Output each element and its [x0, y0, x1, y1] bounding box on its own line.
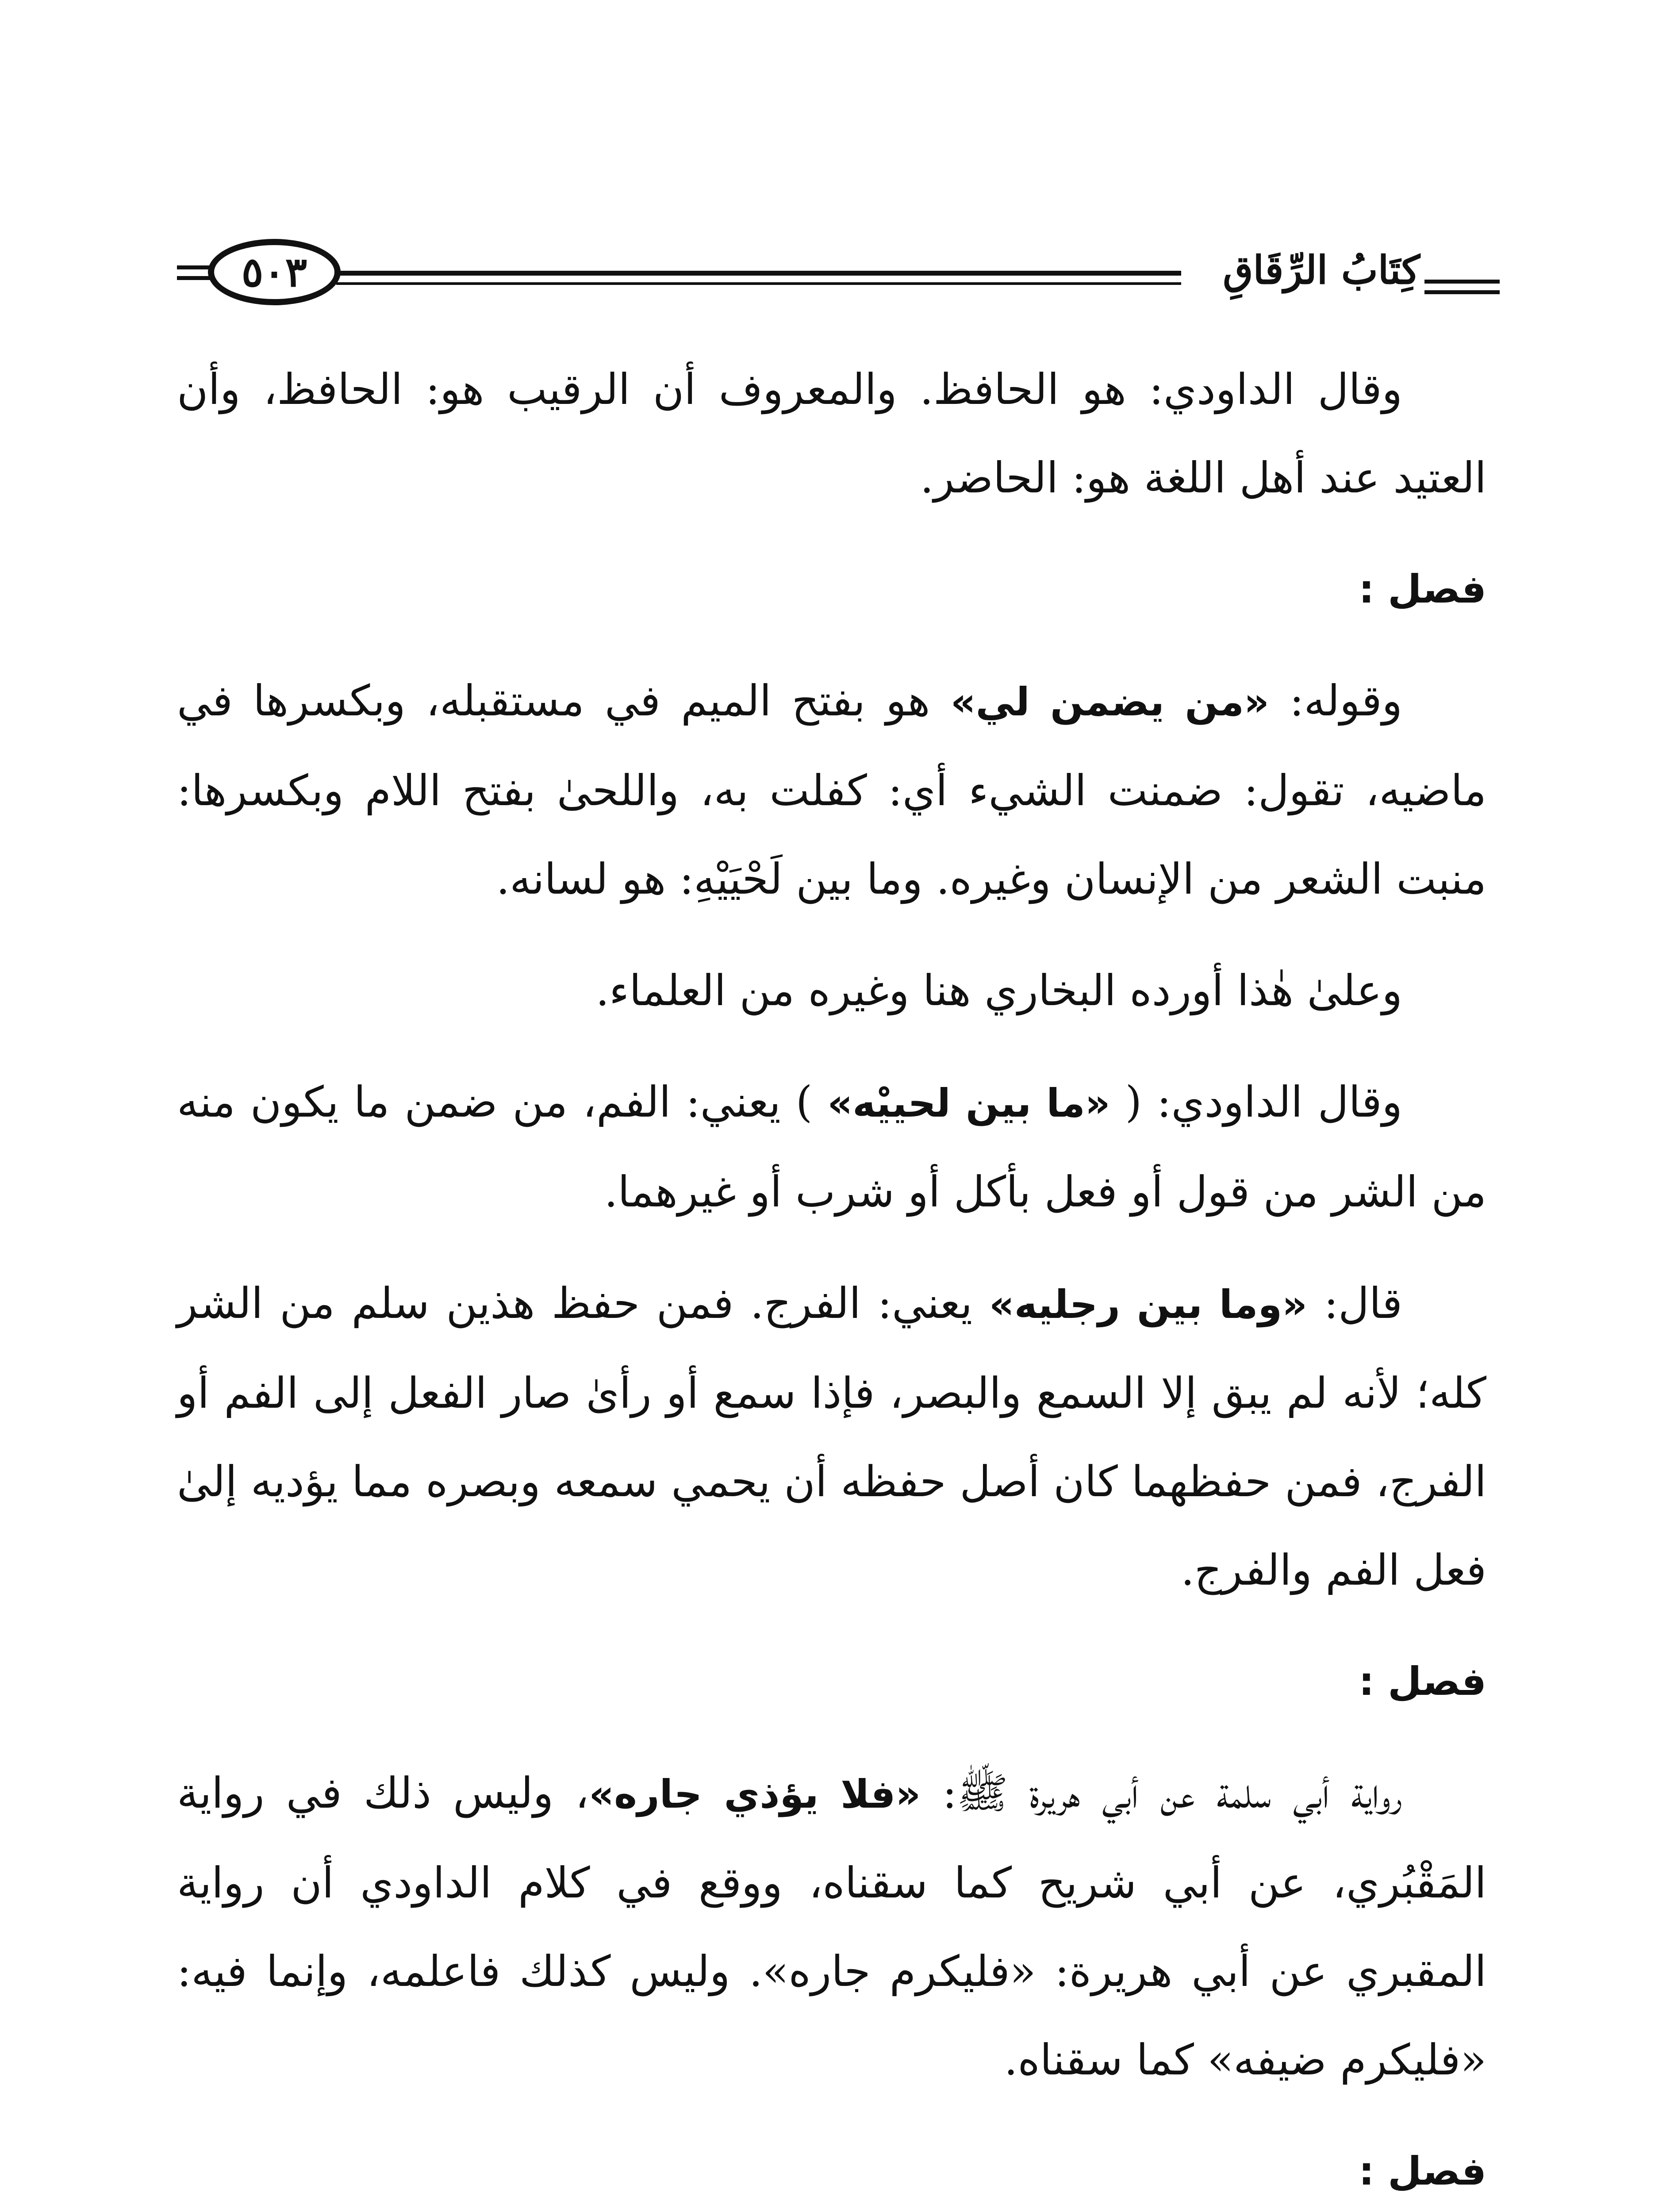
paragraph-text: هو بفتح الميم في مستقبله، وبكسرها في ماضيه، تقول: ضمنت الشيء أي: كفلت به، واللحىٰ بفتح اللام وبكسرها: منبت الشعر من الإنسان وغيره. وما بين لَحْيَيْهِ: هو لسانه. [177, 676, 1487, 904]
section-heading: فصل : [1359, 566, 1486, 612]
hadith-quote: «وما بين رجليه» [989, 1282, 1307, 1327]
paragraph [177, 1058, 1486, 1236]
book-title: كِتَابُ الرِّقَاقِ [1223, 247, 1420, 293]
header-rule-middle [336, 271, 1181, 276]
section-heading: فصل : [1359, 1659, 1486, 1704]
page-header [177, 230, 1500, 319]
hadith-quote: «فلا يؤذي جاره» [589, 1771, 921, 1817]
paragraph-text: ، وليس ذلك في رواية المَقْبُري، عن أبي شريح كما سقناه، ووقع في كلام الداودي أن رواية المقبري عن أبي هريرة: «فليكرم جاره». وليس كذلك فاعلمه، وإنما فيه: «فليكرم ضيفه» كما سقناه. [177, 1768, 1487, 2085]
header-rule-right-top [1424, 280, 1500, 284]
hadith-quote: «من يضمن لي» [950, 679, 1269, 725]
header-rule-middle-bottom [336, 282, 1181, 285]
paragraph-text: وقال الداودي: ( [1110, 1077, 1403, 1127]
paragraph-text: قال: [1307, 1279, 1402, 1328]
paragraph-text: ) يعني: الفم، من ضمن ما يكون منه من الشر من قول أو فعل بأكل أو شرب أو غيرهما. [177, 1077, 1486, 1217]
paragraph [177, 657, 1486, 923]
paragraph-text: وعلىٰ هٰذا أورده البخاري هنا وغيره من العلماء. [595, 966, 1402, 1015]
hadith-quote: «ما بين لحييْه» [827, 1080, 1110, 1126]
paragraph-text: يعني: الفرج. فمن حفظ هذين سلم من الشر كله؛ لأنه لم يبق إلا السمع والبصر، فإذا سمع أو رأىٰ صار الفعل إلى الفم أو الفرج، فمن حفظهما كان أصل حفظه أن يحمي سمعه وبصره مما يؤديه إلىٰ فعل الفم والفرج. [177, 1279, 1486, 1595]
paragraph [177, 345, 1486, 522]
header-rule-right-bottom [1424, 290, 1500, 294]
paragraph [177, 1259, 1486, 1614]
section-heading: فصل : [1359, 2148, 1486, 2194]
page-number: ٥٠٣ [241, 248, 307, 296]
page-number-oval [208, 239, 341, 305]
paragraph-text: وقال الداودي: هو الحافظ. والمعروف أن الرقيب هو: الحافظ، وأن العتيد عند أهل اللغة هو: الحاضر. [177, 365, 1486, 503]
paragraph [177, 946, 1486, 1035]
paragraph-text: وقوله: [1269, 676, 1403, 726]
page-body [177, 345, 1486, 2212]
paragraph [177, 1749, 1486, 2104]
paragraph-text: رواية أبي سلمة عن أبي هريرة ﷺ: [921, 1768, 1403, 1818]
